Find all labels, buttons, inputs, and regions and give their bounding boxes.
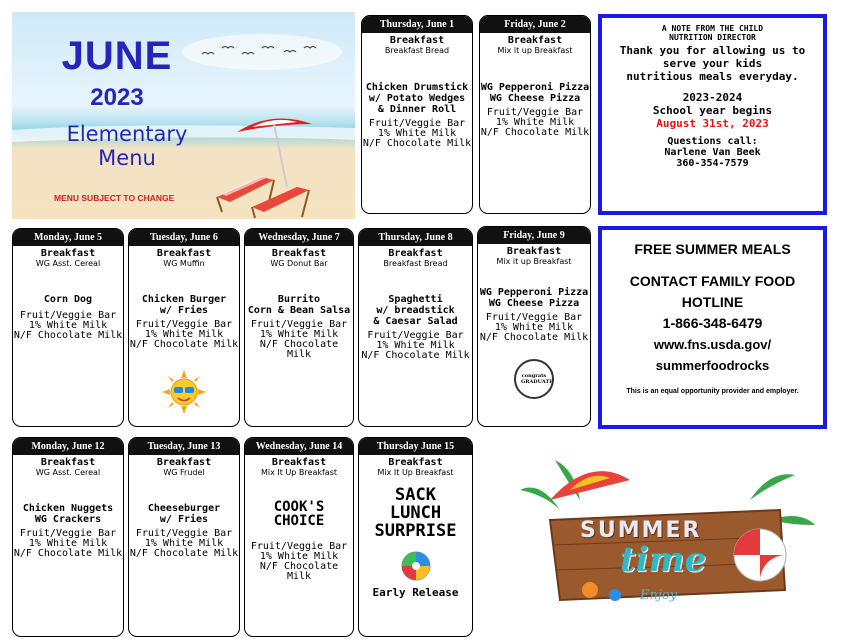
month-title: JUNE (61, 34, 173, 78)
entree-line: Chicken Burger (141, 294, 227, 305)
entree-line: Burrito (277, 294, 321, 305)
subtitle-line: Elementary (66, 122, 188, 146)
sun-sunglasses-icon (162, 370, 206, 414)
entree-line: & Caesar Salad (373, 316, 458, 327)
side-line: 1% White Milk (495, 117, 575, 128)
beach-ball-icon (400, 550, 432, 582)
side-line: Fruit/Veggie Bar (19, 528, 117, 539)
side-line: Fruit/Veggie Bar (486, 107, 584, 118)
entree-line: Corn & Bean Salsa (247, 305, 351, 316)
breakfast-item: WG Asst. Cereal (35, 259, 101, 268)
breakfast-label: Breakfast (507, 35, 563, 46)
day-card-june-5 (12, 228, 124, 427)
entree-line: Cheeseburger (147, 503, 221, 514)
early-release-note: Early Release (372, 586, 459, 599)
breakfast-label: Breakfast (506, 246, 562, 257)
day-card-june-13 (128, 437, 240, 637)
day-card-june-6 (128, 228, 240, 427)
entree-line: Chicken Nuggets (22, 503, 114, 514)
day-card-june-12 (12, 437, 124, 637)
side-line: 1% White Milk (144, 538, 224, 549)
year-title: 2023 (90, 84, 144, 111)
subtitle-line: Menu (98, 146, 156, 170)
side-line: N/F Chocolate Milk (362, 138, 472, 149)
side-line: N/F Chocolate Milk (361, 350, 470, 361)
day-card-june-2 (479, 15, 591, 214)
note-title: NUTRITION DIRECTOR (669, 33, 756, 42)
breakfast-label: Breakfast (271, 248, 327, 259)
day-header: Monday, June 5 (13, 229, 123, 246)
enjoy-word: Enjoy (640, 588, 678, 603)
side-line: Fruit/Veggie Bar (19, 310, 117, 321)
day-header: Monday, June 12 (13, 438, 123, 455)
breakfast-item: Breakfast Bread (383, 259, 448, 268)
day-card-june-1 (361, 15, 473, 214)
menu-subtitle (42, 122, 212, 170)
side-line: N/F Chocolate Milk (129, 548, 239, 559)
contact-line: CONTACT FAMILY FOOD (629, 273, 796, 289)
entree-line: CHOICE (273, 513, 325, 529)
note-title: A NOTE FROM THE CHILD (661, 24, 764, 33)
side-line: Fruit/Veggie Bar (135, 528, 233, 539)
day-header: Wednesday, June 7 (245, 229, 353, 246)
breakfast-label: Breakfast (40, 248, 96, 259)
breakfast-label: Breakfast (156, 457, 212, 468)
entree-line: WG Pepperoni Pizza (480, 82, 590, 93)
side-line: N/F Chocolate Milk (259, 339, 339, 360)
side-line: Fruit/Veggie Bar (485, 312, 583, 323)
entree-line: WG Pepperoni Pizza (479, 287, 589, 298)
equal-opportunity-note: This is an equal opportunity provider and employer. (626, 388, 799, 395)
breakfast-item: WG Muffin (163, 259, 205, 268)
beach-chair-icon (217, 176, 309, 218)
side-line: N/F Chocolate Milk (13, 330, 123, 341)
side-line: N/F Chocolate Milk (480, 127, 590, 138)
day-header: Thursday, June 8 (359, 229, 472, 246)
breakfast-item: Mix It Up Breakfast (261, 468, 337, 477)
free-summer-meals-box (598, 226, 827, 429)
entree-line: LUNCH (389, 503, 442, 523)
day-header: Thursday, June 1 (362, 16, 472, 33)
contact-phone: 360-354-7579 (676, 158, 749, 169)
entree-line: COOK'S (273, 499, 325, 515)
breakfast-item: WG Donut Bar (270, 259, 328, 268)
entree-line: & Dinner Roll (377, 104, 457, 115)
note-body: Thank you for allowing us to (619, 44, 806, 57)
day-card-june-7 (244, 228, 354, 427)
entree-line: WG Cheese Pizza (488, 298, 580, 309)
school-begins: School year begins (652, 104, 773, 117)
school-start-date: August 31st, 2023 (656, 117, 769, 130)
side-line: 1% White Milk (144, 329, 224, 340)
side-line: Fruit/Veggie Bar (250, 541, 348, 552)
summer-time-illustration (520, 440, 820, 638)
entree-line: SACK (395, 485, 436, 505)
graduate-badge-text: congrats GRADUATE (521, 373, 553, 385)
entree-line: Spaghetti (388, 294, 443, 305)
contact-name: Narlene Van Beek (664, 147, 761, 158)
side-line: Fruit/Veggie Bar (367, 330, 464, 341)
day-header: Wednesday, June 14 (245, 438, 353, 455)
breakfast-label: Breakfast (389, 35, 445, 46)
school-year: 2023-2024 (682, 91, 743, 104)
breakfast-label: Breakfast (40, 457, 96, 468)
graduate-badge-icon (514, 359, 554, 399)
side-line: 1% White Milk (494, 322, 574, 333)
time-word: time (620, 540, 707, 580)
entree-line: w/ breadstick (376, 305, 455, 316)
day-card-june-8 (358, 228, 473, 427)
side-line: N/F Chocolate Milk (479, 332, 589, 343)
day-card-june-9 (477, 226, 591, 427)
breakfast-item: WG Asst. Cereal (35, 468, 101, 477)
entree-line: w/ Fries (159, 305, 209, 316)
side-line: Fruit/Veggie Bar (368, 118, 466, 129)
side-line: N/F Chocolate Milk (13, 548, 123, 559)
summer-meals-title: FREE SUMMER MEALS (634, 241, 791, 257)
side-line: Fruit/Veggie Bar (135, 319, 233, 330)
breakfast-label: Breakfast (156, 248, 212, 259)
entree-line: WG Cheese Pizza (489, 93, 581, 104)
side-line: 1% White Milk (376, 340, 455, 351)
hotline-phone: 1-866-348-6479 (662, 315, 763, 331)
day-card-june-14 (244, 437, 354, 637)
entree-line: WG Crackers (34, 514, 102, 525)
side-line: 1% White Milk (259, 551, 339, 562)
summer-url: www.fns.usda.gov/ (653, 337, 772, 352)
side-line: Fruit/Veggie Bar (250, 319, 348, 330)
side-line: 1% White Milk (377, 128, 457, 139)
note-body: nutritious meals everyday. (626, 70, 799, 83)
entree-line: Corn Dog (43, 294, 93, 305)
day-header: Thursday June 15 (359, 438, 472, 455)
side-line: N/F Chocolate Milk (129, 339, 239, 350)
side-line: 1% White Milk (28, 320, 108, 331)
menu-change-note: MENU SUBJECT TO CHANGE (54, 193, 175, 203)
menu-title-banner (12, 12, 355, 219)
summer-word: SUMMER (580, 518, 702, 543)
contact-line: HOTLINE (681, 294, 744, 310)
breakfast-item: WG Frudel (163, 468, 205, 477)
summer-url: summerfoodrocks (655, 358, 770, 373)
breakfast-label: Breakfast (388, 457, 443, 468)
day-header: Tuesday, June 6 (129, 229, 239, 246)
entree-line: w/ Potato Wedges (368, 93, 466, 104)
side-line: 1% White Milk (28, 538, 108, 549)
questions-label: Questions call: (667, 136, 758, 147)
side-line: 1% White Milk (259, 329, 339, 340)
entree-line: SURPRISE (374, 521, 457, 541)
day-header: Friday, June 2 (480, 16, 590, 33)
breakfast-item: Mix It Up Breakfast (377, 468, 454, 477)
breakfast-item: Mix it up Breakfast (497, 46, 573, 55)
director-note-box (598, 14, 827, 215)
breakfast-label: Breakfast (271, 457, 327, 468)
breakfast-item: Breakfast Bread (384, 46, 450, 55)
day-header: Friday, June 9 (478, 227, 590, 244)
side-line: N/F Chocolate Milk (259, 561, 339, 582)
breakfast-item: Mix it up Breakfast (496, 257, 572, 266)
entree-line: w/ Fries (159, 514, 209, 525)
day-card-june-15 (358, 437, 473, 637)
note-body: serve your kids (662, 57, 763, 70)
breakfast-label: Breakfast (388, 248, 443, 259)
day-header: Tuesday, June 13 (129, 438, 239, 455)
entree-line: Chicken Drumstick (365, 82, 469, 93)
